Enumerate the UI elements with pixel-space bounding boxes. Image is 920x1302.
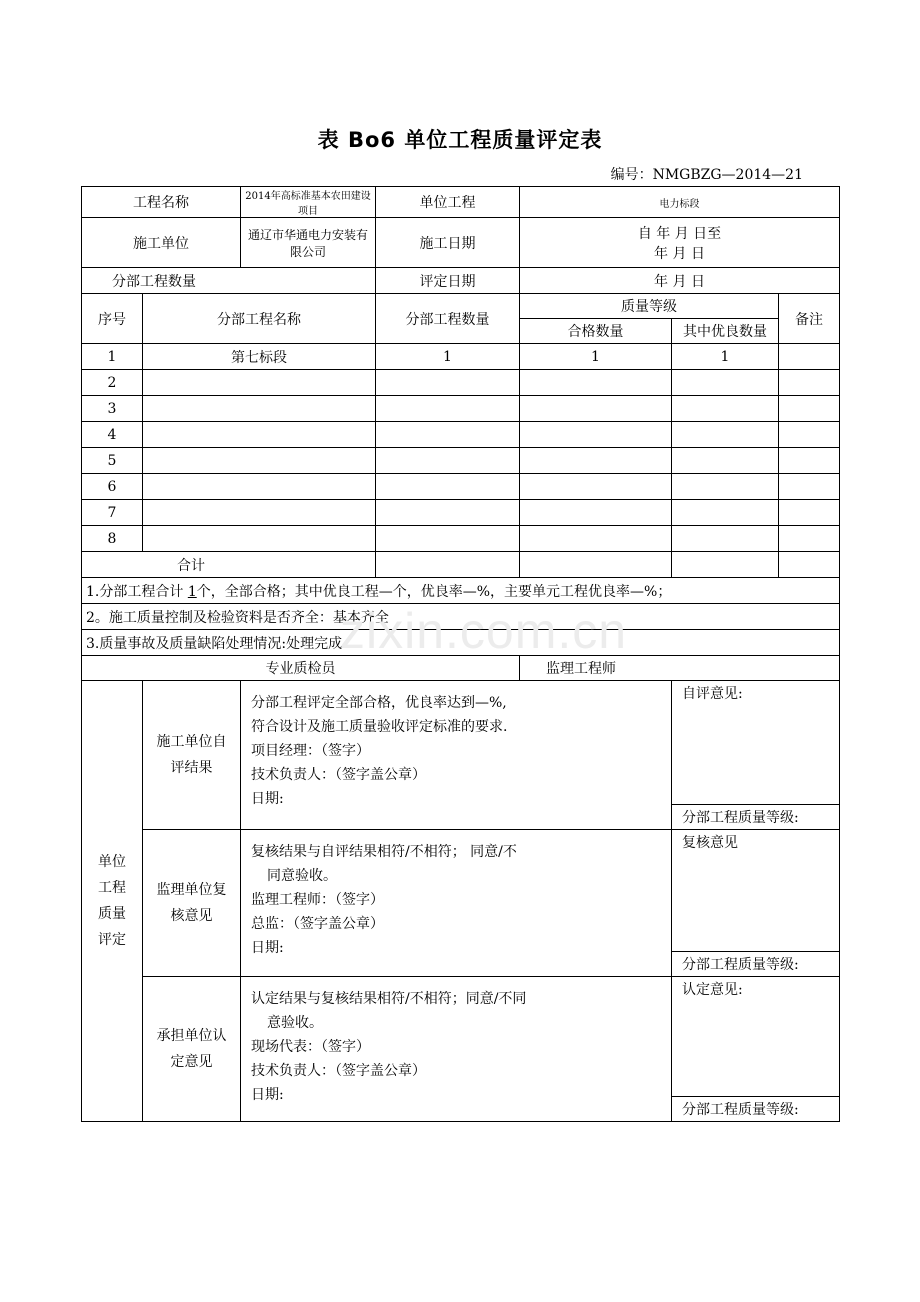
row-name [143,396,376,422]
row-seq: 5 [82,448,143,474]
row-name [143,448,376,474]
eval-date-value: 年 月 日 [520,268,840,294]
row-name: 第七标段 [143,344,376,370]
owner-opinion: 认定意见: [672,977,840,1097]
row-seq: 6 [82,474,143,500]
row-qualified [520,370,672,396]
col-remark: 备注 [779,294,840,344]
eval-date-label: 评定日期 [376,268,520,294]
row-count [376,526,520,552]
total-qualified [520,552,672,578]
total-label: 合计 [82,552,376,578]
sub-count-label: 分部工程数量 [82,268,376,294]
construction-date-line2: 年 月 日 [654,245,705,262]
owner-grade: 分部工程质量等级: [672,1097,840,1122]
self-eval-label-line: 施工单位自 [156,734,227,750]
note-1-count: 1 [187,583,197,600]
project-name-value: 2014年高标准基本农田建设项目 [241,187,376,218]
total-remark [779,552,840,578]
row-name [143,526,376,552]
supervision-label-line: 监理单位复 [156,882,227,898]
row-name [143,370,376,396]
self-eval-text [241,681,672,830]
row-remark [779,422,840,448]
owner-text [241,977,672,1122]
unit-quality-eval-label [82,681,143,1122]
row-excellent [672,370,779,396]
row-seq: 3 [82,396,143,422]
supervision-text [241,830,672,977]
col-count: 分部工程数量 [376,294,520,344]
total-count [376,552,520,578]
row-excellent [672,422,779,448]
table-row [82,396,840,422]
note-1-prefix: 1.分部工程合计 [86,583,188,600]
row-count [376,500,520,526]
supervision-label [143,830,241,977]
col-excellent: 其中优良数量 [672,319,779,344]
row-name [143,422,376,448]
owner-label-line: 承担单位认 [156,1028,227,1044]
owner-line: 技术负责人：（签字盖公章） [251,1063,426,1079]
row-qualified [520,422,672,448]
self-eval-line: 符合设计及施工质量验收评定标准的要求. [251,719,508,735]
unit-project-label: 单位工程 [376,187,520,218]
supervision-label-line: 核意见 [170,908,213,924]
self-eval-grade: 分部工程质量等级: [672,805,840,830]
side-label-line: 评定 [98,932,126,948]
supervision-line: 总监：（签字盖公章） [251,916,384,932]
construction-date-line1: 自 年 月 日至 [637,225,722,242]
document-title: 表 Bo6 单位工程质量评定表 [317,128,603,152]
row-name [143,474,376,500]
owner-line: 现场代表：（签字） [251,1039,370,1055]
row-remark [779,396,840,422]
table-row [82,370,840,396]
row-qualified [520,474,672,500]
self-eval-line: 项目经理：（签字） [251,743,370,759]
row-remark [779,526,840,552]
self-eval-line: 技术负责人：（签字盖公章） [251,767,426,783]
constructor-value: 通辽市华通电力安装有限公司 [241,218,376,268]
row-seq: 8 [82,526,143,552]
document-number: 编号：NMGBZG—2014—21 [610,167,803,183]
row-excellent [672,474,779,500]
col-seq: 序号 [82,294,143,344]
row-seq: 7 [82,500,143,526]
owner-line: 认定结果与复核结果相符/不相符；同意/不同 [251,991,527,1007]
row-qualified [520,526,672,552]
owner-label-line: 定意见 [170,1054,213,1070]
note-1-suffix: 个，全部合格；其中优良工程—个，优良率—%，主要单元工程优良率—%； [196,583,672,600]
project-name-label: 工程名称 [82,187,241,218]
table-row [82,448,840,474]
supervision-line: 监理工程师：（签字） [251,892,384,908]
self-eval-opinion: 自评意见: [672,681,840,805]
row-count [376,474,520,500]
side-label-line: 工程 [98,880,126,896]
row-remark [779,500,840,526]
row-count [376,448,520,474]
supervision-grade: 分部工程质量等级: [672,952,840,977]
watermark: zixin.com.cn [340,603,628,659]
row-excellent [672,396,779,422]
row-remark [779,344,840,370]
supervision-opinion: 复核意见 [672,830,840,952]
self-eval-line: 分部工程评定全部合格，优良率达到—%, [251,695,507,711]
note-3: 3.质量事故及质量缺陷处理情况:处理完成 [82,630,840,656]
owner-label [143,977,241,1122]
row-count [376,396,520,422]
row-name [143,500,376,526]
construction-date-label: 施工日期 [376,218,520,268]
row-qualified [520,396,672,422]
table-row [82,344,840,370]
note-1 [82,578,840,604]
row-count: 1 [376,344,520,370]
col-quality-grade: 质量等级 [520,294,779,319]
self-eval-label [143,681,241,830]
table-row [82,526,840,552]
note-2: 2。施工质量控制及检验资料是否齐全：基本齐全 [82,604,840,630]
row-qualified: 1 [520,344,672,370]
col-name: 分部工程名称 [143,294,376,344]
supervision-line: 日期: [251,940,284,956]
row-seq: 1 [82,344,143,370]
row-qualified [520,448,672,474]
row-qualified [520,500,672,526]
row-seq: 4 [82,422,143,448]
owner-line: 意验收。 [267,1015,323,1031]
row-excellent [672,500,779,526]
row-excellent: 1 [672,344,779,370]
supervision-line: 复核结果与自评结果相符/不相符； 同意/不 [251,844,517,860]
table-row [82,474,840,500]
side-label-line: 单位 [98,854,126,870]
inspector-label: 专业质检员 [82,656,520,681]
row-count [376,422,520,448]
table-row [82,500,840,526]
self-eval-label-line: 评结果 [170,760,213,776]
row-excellent [672,448,779,474]
unit-project-value: 电力标段 [520,187,840,218]
construction-date-value [520,218,840,268]
supervision-line: 同意验收。 [267,868,337,884]
row-seq: 2 [82,370,143,396]
side-label-line: 质量 [98,906,126,922]
supervisor-label: 监理工程师 [520,656,840,681]
self-eval-line: 日期: [251,791,284,807]
total-excellent [672,552,779,578]
row-remark [779,370,840,396]
row-excellent [672,526,779,552]
row-remark [779,448,840,474]
constructor-label: 施工单位 [82,218,241,268]
row-count [376,370,520,396]
owner-line: 日期: [251,1087,284,1103]
row-remark [779,474,840,500]
table-row [82,422,840,448]
col-qualified: 合格数量 [520,319,672,344]
